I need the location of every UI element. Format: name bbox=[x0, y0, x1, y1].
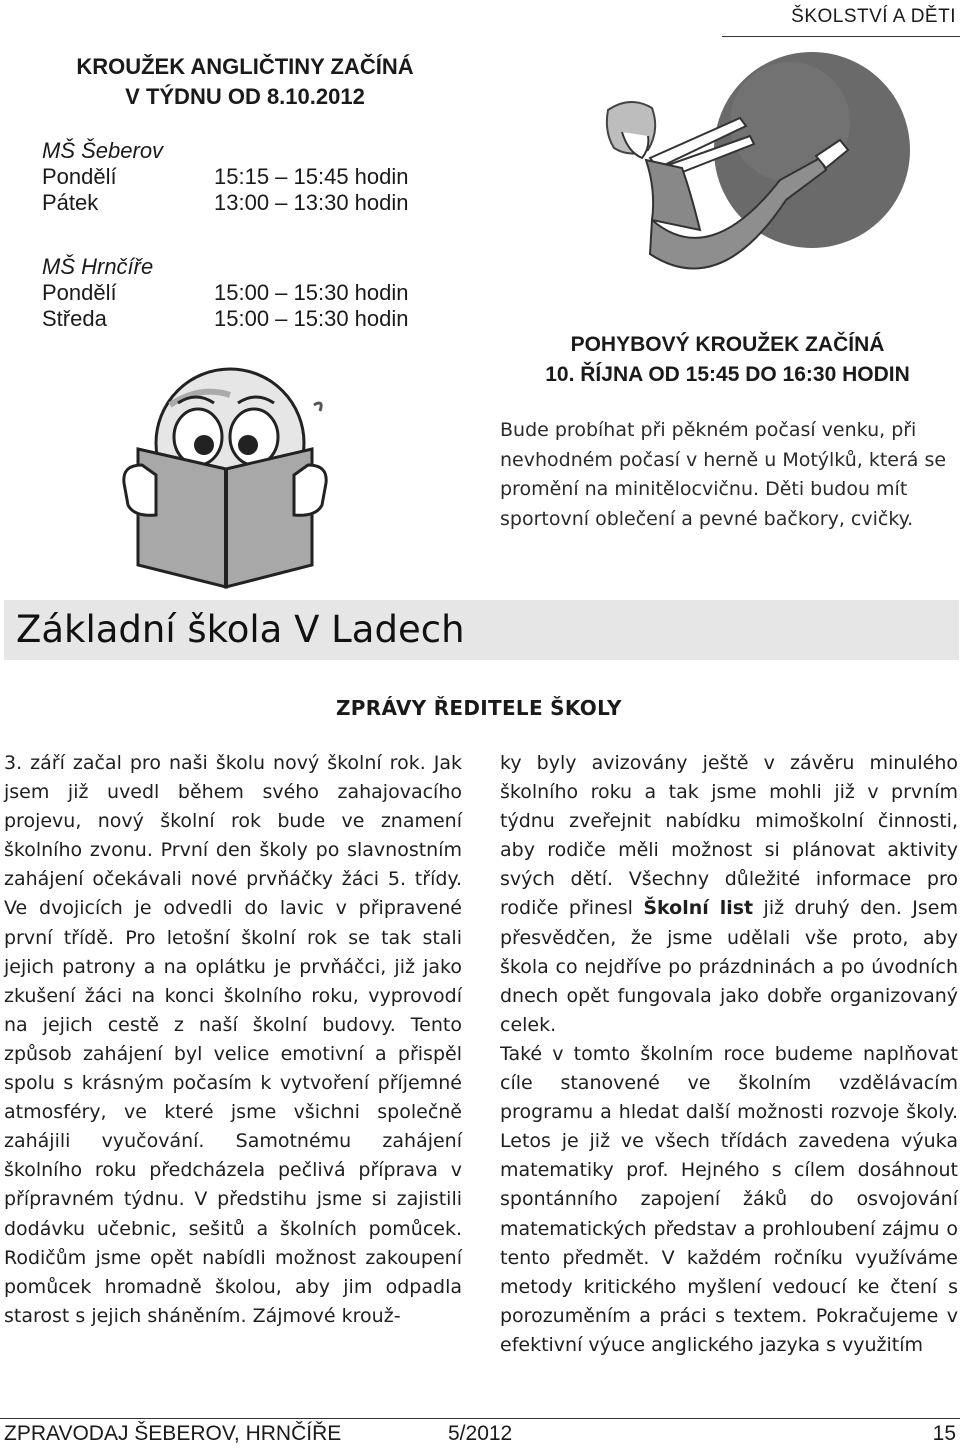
movement-club-title bbox=[505, 330, 950, 390]
school-list-name: Školní list bbox=[643, 897, 754, 920]
news-right-column bbox=[500, 749, 958, 1360]
news-right-text-before: ky byly avizovány ještě v závěru minulého školního roku a tak jsme mohli již v prvním týdnu zveřejnit nabídku mimoškolní činnosti, aby rodiče měli možnost si plánovat aktivity svých dětí. Všechny důležité informace pro rodiče přinesl bbox=[500, 752, 958, 920]
news-right-text-after: již druhý den. Jsem přesvědčen, že jsme udělali vše proto, aby škola co nejdříve po prázdninách a po úvodních dnech opět fungovala jako dobře organizovaný celek. bbox=[500, 897, 958, 1036]
english-club-title-line2: V TÝDNU OD 8.10.2012 bbox=[125, 84, 365, 109]
schedule-time: 15:00 – 15:30 hodin bbox=[214, 280, 409, 305]
gymnast-ball-illustration bbox=[590, 40, 950, 330]
movement-club-title-line2: 10. ŘÍJNA OD 15:45 DO 16:30 HODIN bbox=[545, 363, 910, 386]
page-footer bbox=[4, 1422, 956, 1446]
schedule-day: Středa bbox=[42, 306, 107, 331]
footer-issue: 5/2012 bbox=[448, 1422, 513, 1445]
footer-rule bbox=[0, 1418, 960, 1419]
schedule-school: MŠ Šeberov bbox=[42, 138, 164, 163]
english-club-title bbox=[40, 52, 450, 112]
schedule-time: 15:15 – 15:45 hodin bbox=[214, 164, 409, 189]
schedule-time: 15:00 – 15:30 hodin bbox=[214, 306, 409, 331]
schedule-row bbox=[42, 306, 409, 332]
header-rule bbox=[722, 36, 960, 37]
schedule-group-hrncire bbox=[42, 254, 409, 332]
news-right-paragraph-1 bbox=[500, 749, 958, 1040]
schedule-day: Pondělí bbox=[42, 280, 117, 305]
footer-page-number: 15 bbox=[932, 1422, 956, 1445]
schedule-school: MŠ Hrnčíře bbox=[42, 254, 154, 279]
schedule-day: Pátek bbox=[42, 190, 99, 215]
schedule-row bbox=[42, 190, 409, 216]
schedule-time: 13:00 – 13:30 hodin bbox=[214, 190, 409, 215]
news-title: ZPRÁVY ŘEDITELE ŠKOLY bbox=[336, 696, 622, 720]
section-label: ŠKOLSTVÍ A DĚTI bbox=[791, 6, 956, 27]
news-left-text: 3. září začal pro naši školu nový školní rok. Jak jsem již uvedl během svého zahajovacího projevu, nový školní rok bude ve znamení školního zvonu. První den školy po slavnostním zahájení očekávali nové prvňáčky žáci 5. třídy. Ve dvojicích je odvedli do lavic v připravené první třídě. Pro letošní školní rok se tak stali jejich patrony a na oplátku je prvňáčci, již jako zkušení žáci na konci školního roku, vyprovodí na jejich cestě z naší školní budovy. Tento způsob zahájení byl velice emotivní a přispěl spolu s krásným počasím k vytvoření příjemné atmosféry, ve které jsme všichni společně zahájili vyučování. Samotnému zahájení školního roku předcházela pečlivá příprava v přípravném týdnu. V předstihu jsme si zajistili dodávku učebnic, sešitů a školních pomůcek. Rodičům jsme opět nabídli možnost zakoupení pomůcek hromadně školou, aby jim odpadla starost s jejich sháněním. Zájmové krouž- bbox=[4, 752, 462, 1327]
school-banner bbox=[4, 600, 959, 660]
reading-smiley-illustration bbox=[120, 365, 340, 595]
movement-club-title-line1: POHYBOVÝ KROUŽEK ZAČÍNÁ bbox=[570, 333, 885, 356]
movement-club-text: Bude probíhat při pěkném počasí venku, při nevhodném počasí v herně u Motýlků, která se promění na minitělocvičnu. Děti budou mít sportovní oblečení a pevné bačkory, cvičky. bbox=[500, 419, 947, 530]
schedule-row bbox=[42, 280, 409, 306]
schedule-day: Pondělí bbox=[42, 164, 117, 189]
school-banner-title: Základní škola V Ladech bbox=[16, 608, 465, 651]
english-club-title-line1: KROUŽEK ANGLIČTINY ZAČÍNÁ bbox=[76, 54, 414, 79]
news-right-paragraph-2: Také v tomto školním roce budeme naplňovat cíle stanovené ve školním vzdělávacím programu a hledat další možnosti rozvoje školy. Letos je již ve všech třídách zavedena výuka matematiky prof. Hejného s cílem dosáhnout spontánního zapojení žáků do osvojování matematických představ a prohloubení zájmu o tento předmět. V každém ročníku využíváme metody kritického myšlení vedoucí ke čtení s porozuměním a práci s textem. Pokračujeme v efektivní výuce anglického jazyka s využitím bbox=[500, 1042, 958, 1356]
schedule-row bbox=[42, 164, 409, 190]
footer-publication: ZPRAVODAJ ŠEBEROV, HRNČÍŘE bbox=[4, 1422, 342, 1445]
schedule-group-seberov bbox=[42, 138, 409, 216]
news-left-column bbox=[4, 749, 462, 1331]
